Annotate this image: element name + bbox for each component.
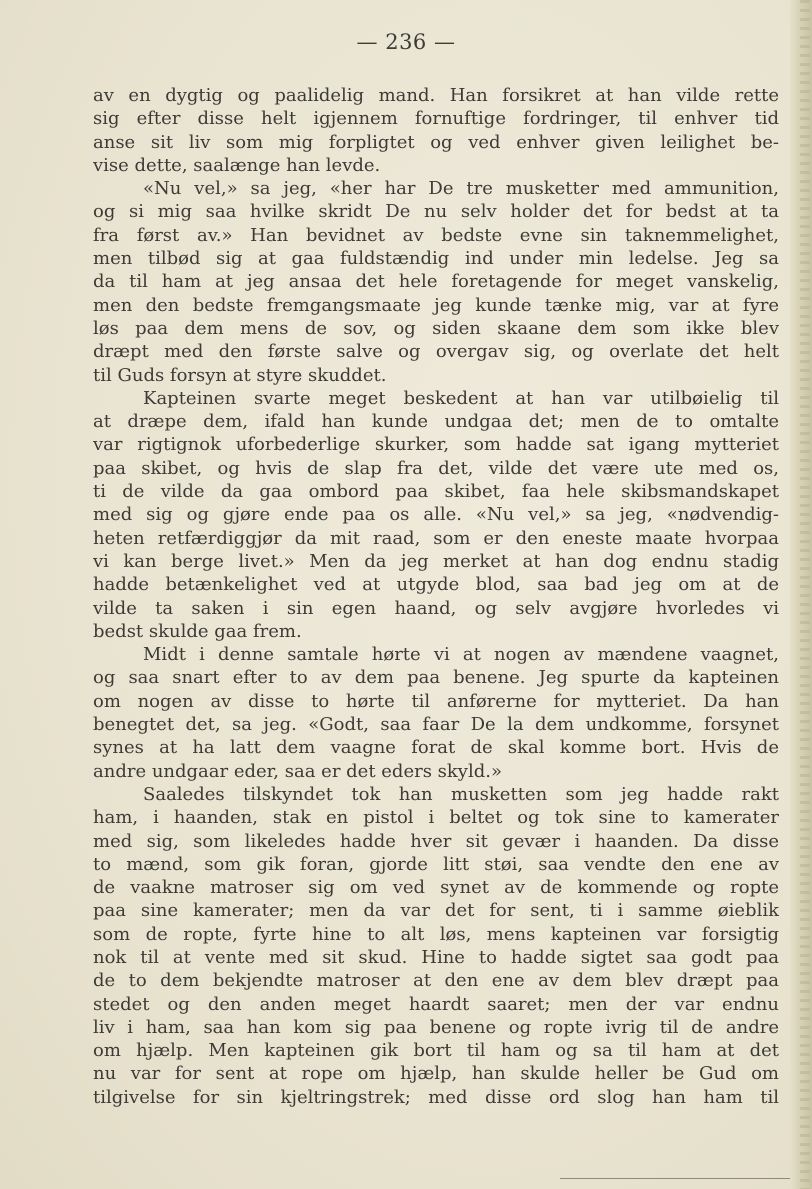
- page-bottom-rule: [560, 1178, 790, 1179]
- text-line: de vaakne matroser sig om ved synet av de kommende og ropte: [93, 877, 779, 899]
- text-line: Kapteinen svarte meget beskedent at han var utilbøielig til: [143, 387, 779, 409]
- text-line: med sig, som likeledes hadde hver sit gevær i haanden. Da disse: [93, 830, 779, 852]
- text-line: var rigtignok uforbederlige skurker, som hadde sat igang mytteriet: [93, 434, 779, 456]
- text-line: andre undgaar eder, saa er det eders skyld.»: [93, 760, 502, 782]
- page-number-header: — 236 —: [356, 30, 456, 54]
- text-line: nu var for sent at rope om hjælp, han skulde heller be Gud om: [93, 1063, 779, 1085]
- text-line: løs paa dem mens de sov, og siden skaane dem som ikke blev: [93, 317, 779, 339]
- text-line: men den bedste fremgangsmaate jeg kunde tænke mig, var at fyre: [93, 294, 779, 316]
- text-line: og saa snart efter to av dem paa benene. Jeg spurte da kapteinen: [93, 667, 779, 689]
- text-line: om hjælp. Men kapteinen gik bort til ham og sa til ham at det: [93, 1040, 779, 1062]
- text-line: at dræpe dem, ifald han kunde undgaa det; men de to omtalte: [93, 411, 779, 433]
- text-line: heten retfærdiggjør da mit raad, som er den eneste maate hvorpaa: [93, 527, 779, 549]
- text-line: stedet og den anden meget haardt saaret; men der var endnu: [93, 993, 779, 1015]
- text-line: paa skibet, og hvis de slap fra det, vilde det være ute med os,: [93, 457, 779, 479]
- text-line: med sig og gjøre ende paa os alle. «Nu vel,» sa jeg, «nødvendig-: [93, 504, 779, 526]
- text-line: tilgivelse for sin kjeltringstrek; med disse ord slog han ham til: [93, 1086, 779, 1108]
- text-line: og si mig saa hvilke skridt De nu selv holder det for bedst at ta: [93, 201, 779, 223]
- text-line: to mænd, som gik foran, gjorde litt støi, saa vendte den ene av: [93, 853, 779, 875]
- text-line: bedst skulde gaa frem.: [93, 620, 302, 642]
- text-line: til Guds forsyn at styre skuddet.: [93, 364, 387, 386]
- text-line: av en dygtig og paalidelig mand. Han forsikret at han vilde rette: [93, 85, 779, 106]
- text-line: anse sit liv som mig forpligtet og ved enhver given leilighet be-: [93, 131, 779, 153]
- text-line: ti de vilde da gaa ombord paa skibet, faa hele skibsmandskapet: [93, 481, 779, 503]
- text-line: synes at ha latt dem vaagne forat de skal komme bort. Hvis de: [93, 737, 779, 759]
- text-line: nok til at vente med sit skud. Hine to hadde sigtet saa godt paa: [93, 946, 779, 968]
- text-line: som de ropte, fyrte hine to alt løs, mens kapteinen var forsigtig: [93, 923, 779, 945]
- text-line: vilde ta saken i sin egen haand, og selv avgjøre hvorledes vi: [93, 597, 779, 619]
- text-line: da til ham at jeg ansaa det hele foretagende for meget vanskelig,: [93, 271, 779, 293]
- text-line: vi kan berge livet.» Men da jeg merket at han dog endnu stadig: [93, 550, 779, 572]
- text-line: paa sine kamerater; men da var det for sent, ti i samme øieblik: [93, 900, 779, 922]
- text-line: Midt i denne samtale hørte vi at nogen av mændene vaagnet,: [143, 644, 779, 666]
- text-line: vise dette, saalænge han levde.: [93, 154, 381, 176]
- text-line: men tilbød sig at gaa fuldstændig ind under min ledelse. Jeg sa: [93, 248, 779, 270]
- text-line: «Nu vel,» sa jeg, «her har De tre musketter med ammunition,: [143, 178, 779, 200]
- text-line: Saaledes tilskyndet tok han musketten som jeg hadde rakt: [143, 783, 779, 805]
- binding-shadow: [800, 0, 810, 1189]
- text-line: dræpt med den første salve og overgav sig, og overlate det helt: [93, 341, 779, 363]
- text-line: sig efter disse helt igjennem fornuftige fordringer, til enhver tid: [93, 108, 779, 130]
- text-line: de to dem bekjendte matroser at den ene av dem blev dræpt paa: [93, 970, 779, 992]
- body-text: [93, 84, 779, 1109]
- text-line: om nogen av disse to hørte til anførerne for mytteriet. Da han: [93, 690, 779, 712]
- text-line: hadde betænkelighet ved at utgyde blod, saa bad jeg om at de: [93, 574, 779, 596]
- text-line: benegtet det, sa jeg. «Godt, saa faar De la dem undkomme, forsynet: [93, 714, 779, 736]
- text-line: fra først av.» Han bevidnet av bedste evne sin taknemmelighet,: [93, 224, 779, 246]
- text-line: liv i ham, saa han kom sig paa benene og ropte ivrig til de andre: [93, 1016, 779, 1038]
- text-line: ham, i haanden, stak en pistol i beltet og tok sine to kamerater: [93, 807, 779, 829]
